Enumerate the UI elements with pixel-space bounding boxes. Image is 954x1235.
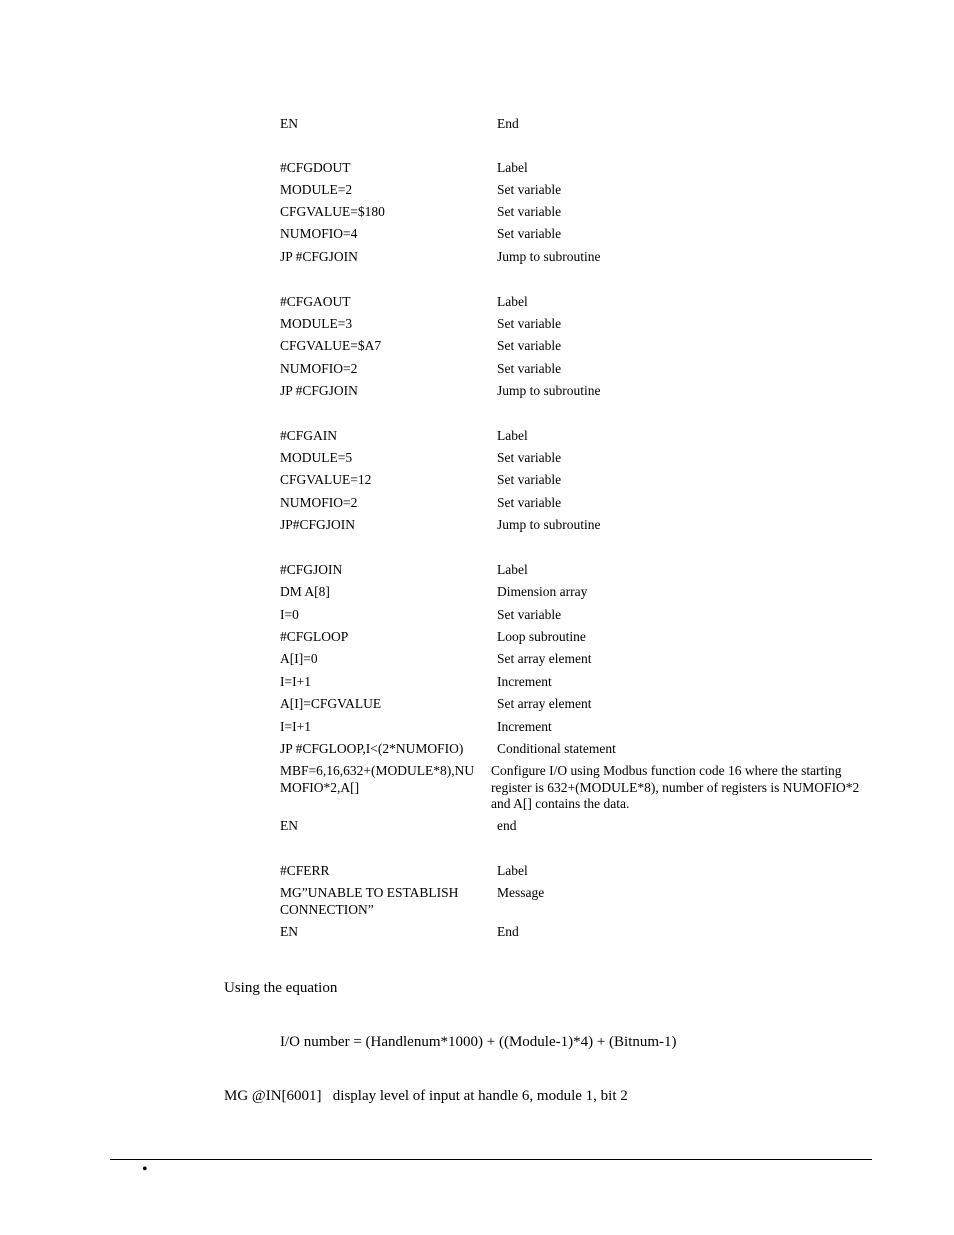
code-description: Set variable xyxy=(497,361,562,376)
code-command: NUMOFIO=4 xyxy=(280,226,358,241)
code-description: Message xyxy=(497,885,545,900)
code-command: JP #CFGLOOP,I<(2*NUMOFIO) xyxy=(280,741,464,756)
code-description: Label xyxy=(497,160,528,175)
io-number-equation: I/O number = (Handlenum*1000) + ((Module-1)*4) + (Bitnum-1) xyxy=(280,1034,677,1050)
code-command: JP#CFGJOIN xyxy=(280,517,356,532)
code-description: Label xyxy=(497,863,528,878)
code-description: Set variable xyxy=(497,338,562,353)
code-command: CFGVALUE=$A7 xyxy=(280,338,382,353)
code-command: I=I+1 xyxy=(280,719,311,734)
code-command: CFGVALUE=$180 xyxy=(280,204,385,219)
code-command: MBF=6,16,632+(MODULE*8),NU MOFIO*2,A[] xyxy=(280,763,475,795)
code-description: Set variable xyxy=(497,450,562,465)
code-description: Set variable xyxy=(497,316,562,331)
code-description: End xyxy=(497,116,519,131)
code-description: Label xyxy=(497,428,528,443)
code-description: Set variable xyxy=(497,182,562,197)
code-command: A[I]=CFGVALUE xyxy=(280,696,382,711)
code-command: DM A[8] xyxy=(280,584,330,599)
code-command: #CFGDOUT xyxy=(280,160,351,175)
footer-bullet: • xyxy=(142,1161,148,1178)
code-command: NUMOFIO=2 xyxy=(280,361,358,376)
code-description: Set variable xyxy=(497,226,562,241)
code-description: Conditional statement xyxy=(497,741,616,756)
code-command: I=0 xyxy=(280,607,299,622)
code-description: Increment xyxy=(497,719,552,734)
code-command: MODULE=3 xyxy=(280,316,353,331)
code-command: JP #CFGJOIN xyxy=(280,249,358,264)
code-description: End xyxy=(497,924,519,939)
code-description: Set array element xyxy=(497,651,592,666)
code-command: MG”UNABLE TO ESTABLISH CONNECTION” xyxy=(280,885,459,917)
code-command: JP #CFGJOIN xyxy=(280,383,358,398)
code-command: MODULE=2 xyxy=(280,182,353,197)
code-description: Loop subroutine xyxy=(497,629,586,644)
code-description: end xyxy=(497,818,517,833)
code-description: Set variable xyxy=(497,495,562,510)
code-description: Dimension array xyxy=(497,584,588,599)
code-description: Label xyxy=(497,562,528,577)
code-command: #CFGAIN xyxy=(280,428,338,443)
code-description: Jump to subroutine xyxy=(497,383,601,398)
code-command: MODULE=5 xyxy=(280,450,353,465)
code-description: Configure I/O using Modbus function code 16 where the starting register is 632+(MODULE*8), number of registers is NUMOFIO*2 and A[] contains the data. xyxy=(491,763,860,811)
code-command: EN xyxy=(280,818,298,833)
code-command: I=I+1 xyxy=(280,674,311,689)
code-command: NUMOFIO=2 xyxy=(280,495,358,510)
code-description: Jump to subroutine xyxy=(497,249,601,264)
code-command: EN xyxy=(280,924,298,939)
code-description: Set array element xyxy=(497,696,592,711)
code-command: A[I]=0 xyxy=(280,651,318,666)
footer-rule xyxy=(110,1159,872,1160)
code-description: Set variable xyxy=(497,472,562,487)
code-command: EN xyxy=(280,116,298,131)
code-command: #CFGAOUT xyxy=(280,294,351,309)
code-description: Increment xyxy=(497,674,552,689)
equation-intro: Using the equation xyxy=(224,980,338,996)
code-command: #CFGLOOP xyxy=(280,629,349,644)
code-command: #CFERR xyxy=(280,863,330,878)
example-command: MG @IN[6001] display level of input at handle 6, module 1, bit 2 xyxy=(224,1088,628,1104)
code-command: #CFGJOIN xyxy=(280,562,343,577)
code-description: Jump to subroutine xyxy=(497,517,601,532)
code-command: CFGVALUE=12 xyxy=(280,472,372,487)
code-description: Set variable xyxy=(497,204,562,219)
code-description: Set variable xyxy=(497,607,562,622)
code-description: Label xyxy=(497,294,528,309)
